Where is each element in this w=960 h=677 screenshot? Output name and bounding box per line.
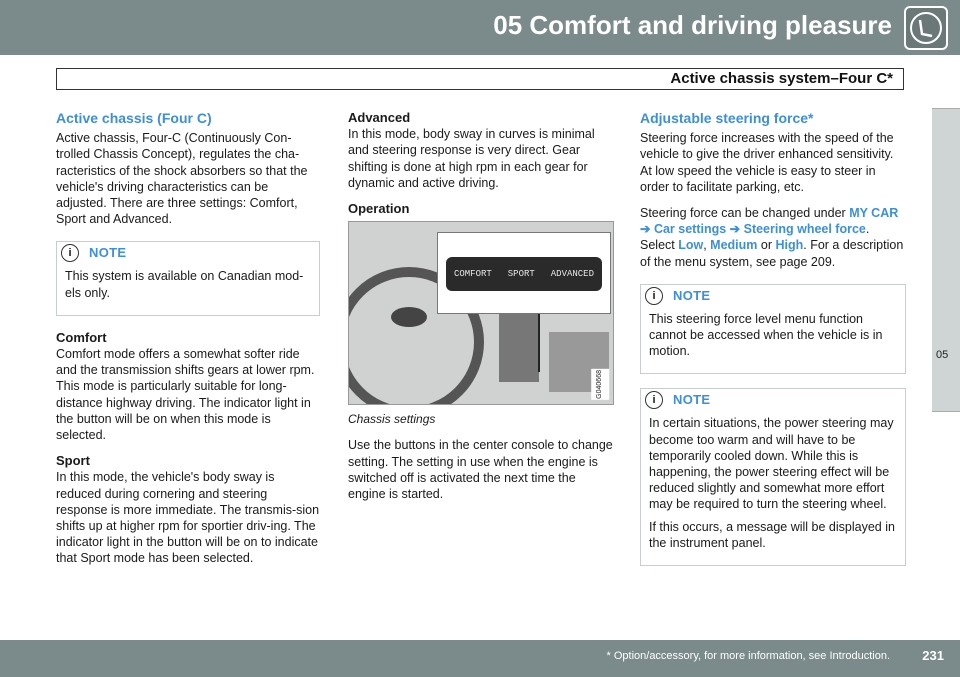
chapter-tab[interactable] bbox=[932, 108, 960, 412]
note-text: In certain situations, the power steering may become too warm and will have to be temporarily cooled down. While this is happening, the power steering effect will be reduced slightly and somewhat more effort may be required to turn the steering wheel. bbox=[649, 416, 894, 512]
menu-path: MY CAR ➔ Car settings ➔ Steering wheel force bbox=[640, 206, 899, 237]
chassis-settings-image bbox=[348, 221, 614, 405]
comfort-button-label: COMFORT bbox=[453, 269, 492, 280]
image-code: G040668 bbox=[591, 369, 609, 400]
heading-comfort: Comfort bbox=[56, 329, 107, 345]
heading-operation: Operation bbox=[348, 201, 410, 217]
section-title: Active chassis system–Four C* bbox=[670, 70, 893, 87]
column-1 bbox=[56, 110, 320, 577]
info-icon: i bbox=[645, 391, 663, 409]
header-bar bbox=[0, 0, 960, 55]
sport-button-label: SPORT bbox=[507, 269, 535, 280]
steering-intro: Steering force increases with the speed of the vehicle to give the driver enhanced sensitivity. At low speed the vehicle is easy to steer in order to facilitate parking, etc. bbox=[640, 131, 894, 194]
heading-steering-force: Adjustable steering force* bbox=[640, 110, 814, 126]
advanced-button-label: ADVANCED bbox=[550, 269, 594, 280]
note-text: This steering force level menu function cannot be accessed when the vehicle is in motion. bbox=[649, 311, 883, 359]
note-label: NOTE bbox=[673, 287, 711, 303]
note-text: This system is available on Canadian mod-els only. bbox=[65, 269, 304, 300]
steering-change-text: Steering force can be changed under MY CAR ➔ Car settings ➔ Steering wheel force. Select Low, Medium or High. For a description of the menu system, see page 209. bbox=[640, 206, 904, 269]
chapter-tab-number: 05 bbox=[936, 349, 949, 361]
note-box-2 bbox=[640, 388, 906, 566]
note-box-1 bbox=[640, 284, 906, 375]
operation-text: Use the buttons in the center console to change setting. The setting in use when the engine is switched off is activated the next time the engine is started. bbox=[348, 438, 613, 502]
comfort-text: Comfort mode offers a somewhat softer ride and the transmission shifts gears at lower rpm. This mode is particularly suitable for long-distance highway driving. The indicator light in the button will be on when this mode is selected. bbox=[56, 347, 315, 443]
sport-text: In this mode, the vehicle's body sway is reduced during cornering and steering response is more immediate. The transmis-sion shifts up at higher rpm for sportier driv-ing. The indicator light in the button will be on to indicate that Sport mode has been selected. bbox=[56, 470, 320, 566]
footer-bar bbox=[0, 640, 960, 677]
option-medium: Medium bbox=[710, 238, 758, 253]
chapter-title: 05 Comfort and driving pleasure bbox=[493, 10, 892, 40]
note-label: NOTE bbox=[89, 245, 127, 261]
note-text: If this occurs, a message will be displayed in the instrument panel. bbox=[649, 519, 895, 550]
option-low: Low bbox=[678, 238, 704, 253]
note-header bbox=[641, 285, 905, 307]
note-header bbox=[57, 242, 319, 264]
note-label: NOTE bbox=[673, 392, 711, 408]
console-buttons-callout bbox=[437, 232, 611, 314]
heading-advanced: Advanced bbox=[348, 110, 411, 125]
option-high: High bbox=[775, 238, 804, 253]
note-header bbox=[641, 389, 905, 411]
footnote: * Option/accessory, for more information, see Introduction. bbox=[606, 650, 890, 662]
image-caption: Chassis settings bbox=[348, 412, 436, 427]
section-header bbox=[56, 68, 904, 90]
heading-active-chassis: Active chassis (Four C) bbox=[56, 110, 212, 126]
heading-sport: Sport bbox=[56, 453, 90, 469]
column-2 bbox=[348, 110, 614, 512]
column-3 bbox=[640, 110, 906, 580]
seat-icon bbox=[904, 6, 948, 50]
button-strip bbox=[446, 257, 602, 291]
note-box bbox=[56, 241, 320, 315]
info-icon: i bbox=[61, 244, 79, 262]
intro-text: Active chassis, Four-C (Continuously Con-trolled Chassis Concept), regulates the cha-racteristics of the shock absorbers so that the vehicle's driving characteristics can be adjusted. There are three settings: Comfort, Sport and Advanced. bbox=[56, 131, 308, 227]
info-icon: i bbox=[645, 287, 663, 305]
advanced-text: In this mode, body sway in curves is minimal and steering response is very direct. Gear shifting is done at high rpm in each gear for dynamic and active driving. bbox=[348, 127, 595, 190]
page-number: 231 bbox=[922, 648, 944, 663]
